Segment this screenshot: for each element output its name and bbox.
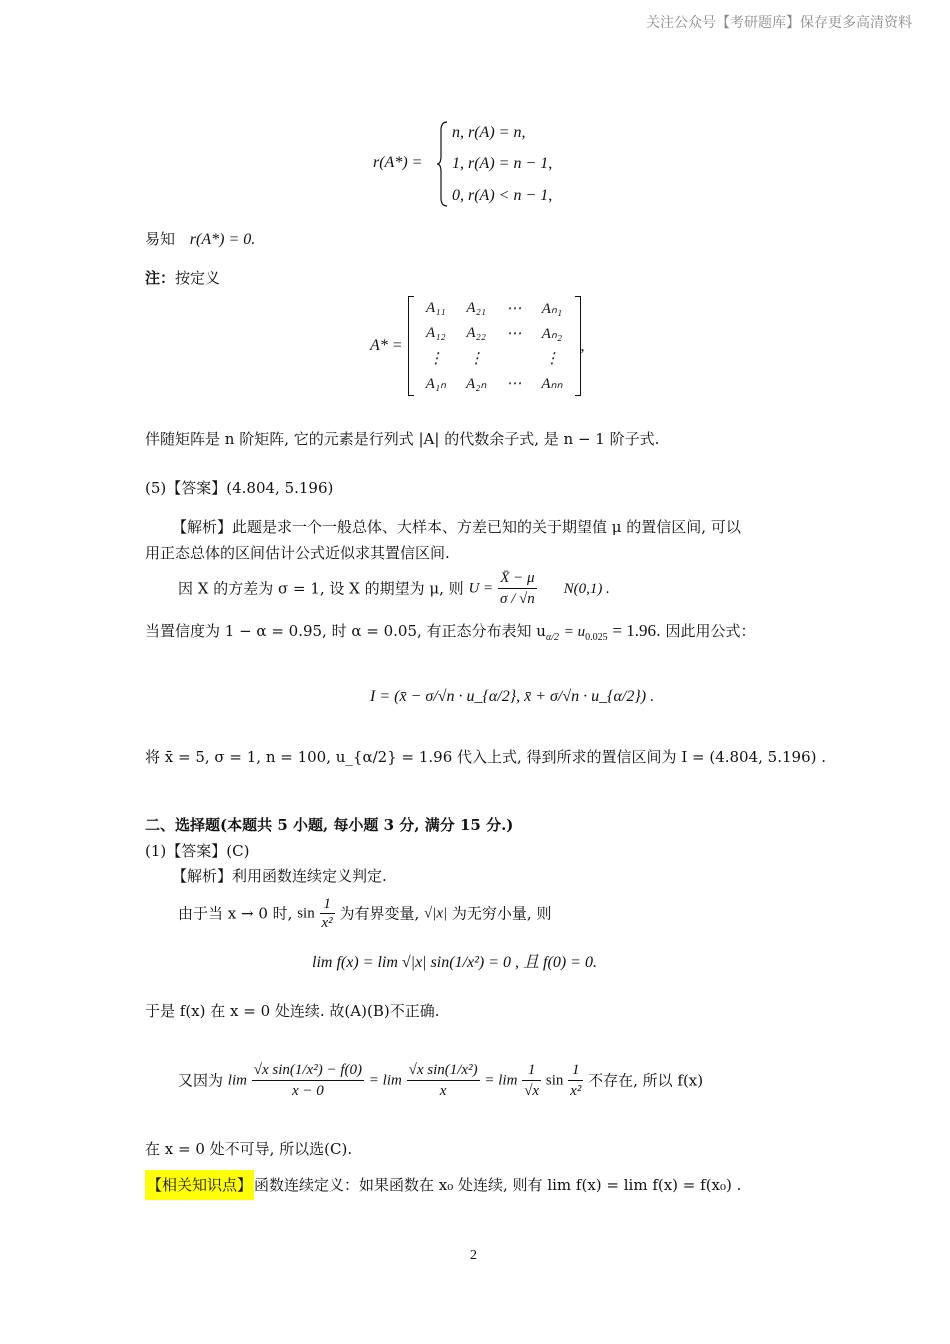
s2-limit-equation: lim f(x) = lim √|x| sin(1/x²) = 0 , 且 f(0) = 0. bbox=[312, 954, 597, 971]
adj-lhs: A* = bbox=[370, 337, 403, 354]
s2-choose: 在 x = 0 处不可导, 所以选(C). bbox=[145, 1140, 353, 1158]
matrix-cell: A₁ₙ bbox=[425, 376, 447, 392]
s2-line1: 由于当 x → 0 时, sin $\frac{1}{\text{x²}}$ 为有界变量, √|x| 为无穷小量, 则 bbox=[178, 896, 552, 931]
matrix-cell: ⋮ bbox=[468, 351, 484, 367]
note-label: 注： bbox=[145, 269, 176, 287]
s2-derivative-line: 又因为 lim $\frac{\text{√x sin(1/x²) − f(0)}}{x - 0}$ = lim $\frac{\text{√x sin(1/x²)}}{x}$ = lim $\frac{1}{√x}$ sin $\frac{1}{\text{x²}}$ 不存在, 所以 f(x) bbox=[178, 1062, 704, 1099]
s2-diff-pre: 又因为 bbox=[178, 1071, 224, 1090]
q5-line4-val: = 1.96 bbox=[612, 621, 657, 640]
q5-analysis-text: 此题是求一个一般总体、大样本、方差已知的关于期望值 μ 的置信区间, 可以 bbox=[232, 518, 741, 536]
matrix-cell: A₂₂ bbox=[466, 325, 486, 341]
matrix-cell: Aₙ₁ bbox=[541, 301, 563, 317]
q5-analysis-line2: 用正态总体的区间估计公式近似求其置信区间. bbox=[145, 544, 450, 562]
s2-answer: (1)【答案】(C) bbox=[145, 842, 250, 860]
knowledge-point-label: 【相关知识点】 bbox=[145, 1170, 254, 1200]
q5-line3-pre: 因 X 的方差为 σ = 1, 设 X 的期望为 μ, 则 bbox=[178, 579, 464, 598]
rank-case-2: 1, r(A) = n − 1, bbox=[452, 155, 553, 172]
q5-analysis-line1 bbox=[172, 516, 741, 538]
rank-lhs: r(A*) = bbox=[373, 154, 423, 171]
s2-diff-frac4: $\frac{1}{\text{x²}}$ bbox=[570, 1062, 582, 1099]
matrix-cell: Aₙₙ bbox=[541, 376, 563, 392]
q5-line4-tail: . 因此用公式： bbox=[656, 622, 756, 640]
matrix-cell: A₁₂ bbox=[426, 325, 446, 341]
s2-diff-post: 不存在, 所以 f(x) bbox=[588, 1071, 704, 1090]
matrix-cell: ⋯ bbox=[506, 326, 522, 342]
knowledge-point-text: 函数连续定义：如果函数在 x₀ 处连续, 则有 lim f(x) = lim f(x) = f(x₀) . bbox=[254, 1176, 742, 1194]
s2-analysis: 【解析】利用函数连续定义判定. bbox=[172, 867, 387, 885]
brace bbox=[437, 120, 447, 208]
q5-answer: (5)【答案】(4.804, 5.196) bbox=[145, 479, 334, 497]
q5-distribution-line bbox=[178, 568, 610, 609]
easy-know-line bbox=[145, 228, 255, 251]
header-watermark: 关注公众号【考研题库】保存更多高清资料 bbox=[646, 15, 912, 31]
matrix-cell: ⋯ bbox=[506, 376, 522, 392]
q5-confidence-line bbox=[145, 620, 756, 649]
section2-title: 二、选择题(本题共 5 小题, 每小题 3 分, 满分 15 分.) bbox=[145, 816, 514, 834]
note-text: 按定义 bbox=[175, 269, 221, 287]
s2-diff-frac2: $\frac{\text{√x sin(1/x²)}}{x}$ bbox=[408, 1062, 478, 1099]
matrix-cell: ⋯ bbox=[506, 301, 522, 317]
s2-diff-frac1: $\frac{\text{√x sin(1/x²) − f(0)}}{x - 0}$ bbox=[253, 1062, 362, 1099]
adj-description: 伴随矩阵是 n 阶矩阵, 它的元素是行列式 |A| 的代数余子式, 是 n − 1 阶子式. bbox=[145, 430, 660, 448]
frac-den: σ / √n bbox=[499, 591, 535, 607]
easy-know-label: 易知 bbox=[145, 230, 176, 248]
s2-sin-fraction: $\frac{1}{\text{x²}}$ bbox=[321, 896, 333, 931]
q5-U: U = bbox=[468, 580, 494, 597]
s2-diff-frac3: $\frac{1}{√x}$ bbox=[524, 1062, 540, 1099]
matrix-cell: A₂₁ bbox=[466, 300, 486, 316]
matrix-cell bbox=[496, 346, 531, 371]
adjoint-matrix-block: A* = A₁₁ A₂₁ ⋯ Aₙ₁ A₁₂ A₂₂ ⋯ Aₙ₂ ⋮ ⋮ ⋮ A₁ₙ A₂ₙ ⋯ Aₙₙ , bbox=[370, 296, 585, 396]
q5-analysis-label: 【解析】 bbox=[172, 518, 233, 536]
q5-final-line: 将 x̄ = 5, σ = 1, n = 100, u_{α/2} = 1.96 代入上式, 得到所求的置信区间为 I = (4.804, 5.196) . bbox=[145, 748, 827, 766]
easy-know-formula: r(A*) = 0. bbox=[189, 231, 256, 248]
q5-interval-formula: I = (x̄ − σ/√n · u_{α/2}, x̄ + σ/√n · u_{α/2}) . bbox=[370, 688, 655, 705]
matrix-cell: A₁₁ bbox=[426, 300, 446, 316]
s2-l1-mid: 为有界变量, bbox=[339, 904, 420, 923]
q5-line4-sub: α/2 bbox=[545, 632, 559, 643]
rank-case-1: n, r(A) = n, bbox=[452, 124, 526, 141]
s2-continuity: 于是 f(x) 在 x = 0 处连续. 故(A)(B)不正确. bbox=[145, 1002, 440, 1020]
q5-line4-sub2: 0.025 bbox=[585, 632, 608, 643]
q5-line4-post: = u bbox=[563, 624, 586, 640]
s2-l1-pre: 由于当 x → 0 时, bbox=[178, 904, 293, 923]
matrix-cell: A₂ₙ bbox=[466, 376, 487, 392]
adj-matrix bbox=[408, 296, 581, 396]
q5-U-fraction bbox=[498, 568, 537, 609]
q5-U-post: N(0,1) . bbox=[563, 580, 610, 597]
matrix-cell: Aₙ₂ bbox=[541, 326, 563, 342]
s2-l1-post: 为无穷小量, 则 bbox=[451, 904, 552, 923]
frac-num: X̄ − μ bbox=[498, 568, 537, 589]
q5-line4: 当置信度为 1 − α = 0.95, 时 α = 0.05, 有正态分布表知 u bbox=[145, 622, 546, 640]
page-number: 2 bbox=[470, 1248, 477, 1263]
matrix-cell: ⋮ bbox=[428, 351, 444, 367]
knowledge-point-line bbox=[145, 1168, 741, 1202]
note-line bbox=[145, 267, 220, 289]
rank-case-3: 0, r(A) < n − 1, bbox=[452, 187, 553, 204]
matrix-cell: ⋮ bbox=[544, 351, 560, 367]
